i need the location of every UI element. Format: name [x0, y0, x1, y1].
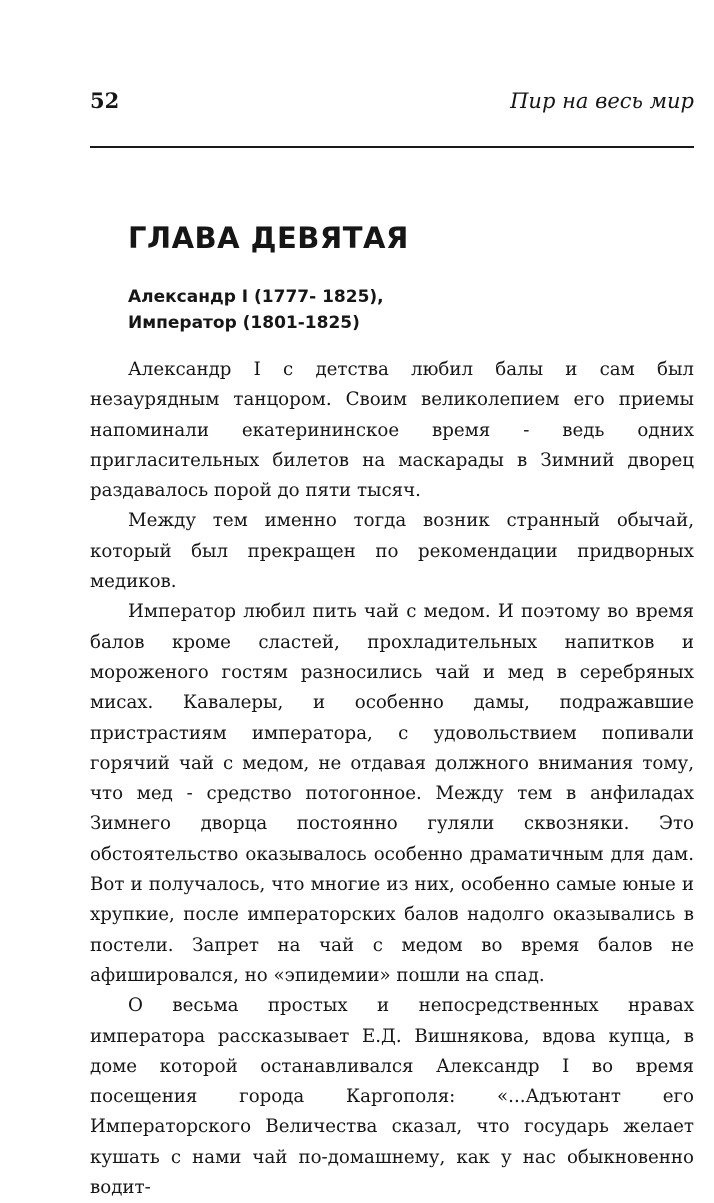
page-number: 52: [90, 88, 120, 113]
chapter-title: ГЛАВА ДЕВЯТАЯ: [128, 221, 409, 255]
paragraph-1: Александр I с детства любил балы и сам был незаурядным танцором. Своим великолепием его приемы напоминали екатерининское время - ведь одних пригласительных билетов на маскарады в Зимний дворец раздавалось порой до пяти тысяч.: [90, 359, 694, 502]
running-title: Пир на весь мир: [510, 89, 694, 113]
paragraph-3: Император любил пить чай с медом. И поэтому во время балов кроме сластей, прохладительных напитков и мороженого гостям разносились чай и мед в серебряных мисах. Кавалеры, и особенно дамы, подражавшие пристрастиям императора, с удовольствием попивали горячий чай с медом, не отдавая должного внимания тому, что мед - средство потогонное. Между тем в анфиладах Зимнего дворца постоянно гуляли сквозняки. Это обстоятельство оказывалось особенно драматичным для дам. Вот и получалось, что многие из них, особенно самые юные и хрупкие, после императорских балов надолго оказывались в постели. Запрет на чай с медом во время балов не афишировался, но «эпидемии» пошли на спад.: [90, 601, 694, 986]
body-text: [90, 355, 694, 1203]
header-rule: [90, 146, 694, 148]
subtitle-line-1: Александр I (1777- 1825),: [128, 287, 384, 307]
chapter-subtitle: [128, 284, 384, 336]
subtitle-line-2: Император (1801-1825): [128, 313, 360, 333]
paragraph-2: Между тем именно тогда возник странный обычай, который был прекращен по рекомендации придворных медиков.: [90, 510, 694, 593]
paragraph-4: О весьма простых и непосредственных нравах императора рассказывает Е.Д. Вишнякова, вдова купца, в доме которой останавливался Александр I во время посещения города Каргополя: «...Адъютант его Императорского Величества сказал, что государь желает кушать с нами чай по-домашнему, как у нас обыкновенно водит-: [90, 995, 694, 1199]
running-head: [90, 84, 694, 118]
